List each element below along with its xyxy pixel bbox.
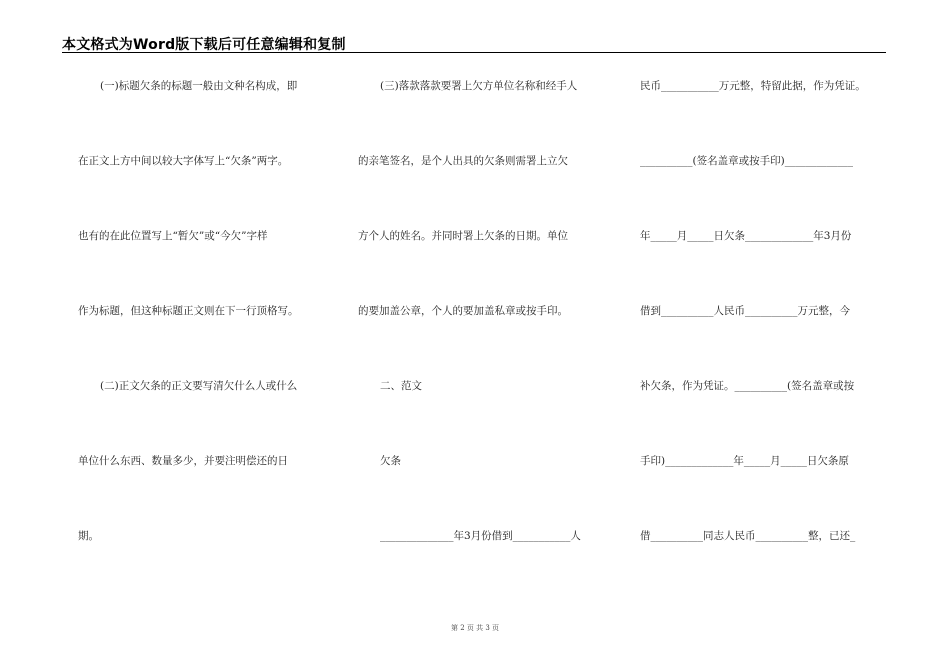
left-line-4: 作为标题，但这种标题正文则在下一行顶格写。 xyxy=(78,305,299,317)
right-line-5: 补欠条，作为凭证。__________(签名盖章或按 xyxy=(640,380,855,392)
right-line-1: 民币___________万元整，特留此据，作为凭证。 xyxy=(640,80,866,92)
right-line-4: 借到__________人民币__________万元整，今 xyxy=(640,305,850,317)
middle-line-2: 的亲笔签名，是个人出具的欠条则需署上立欠 xyxy=(358,155,568,167)
right-line-6: 手印)_____________年_____月_____日欠条原 xyxy=(640,455,849,467)
right-line-7: 借__________同志人民币__________整，已还_ xyxy=(640,530,856,542)
section-heading-example: 二、范文 xyxy=(380,380,422,392)
left-line-6: 单位什么东西、数量多少，并要注明偿还的日 xyxy=(78,455,288,467)
example-title: 欠条 xyxy=(380,455,401,467)
middle-line-1: (三)落款落款要署上欠方单位名称和经手人 xyxy=(380,80,578,92)
left-line-5: (二)正文欠条的正文要写清欠什么人或什么 xyxy=(100,380,298,392)
page-number: 第 2 页 共 3 页 xyxy=(450,624,500,632)
left-line-7: 期。 xyxy=(78,530,99,542)
left-line-1: (一)标题欠条的标题一般由文种名构成，即 xyxy=(100,80,298,92)
middle-line-4: 的要加盖公章，个人的要加盖私章或按手印。 xyxy=(358,305,568,317)
header-divider xyxy=(62,52,886,53)
middle-line-7: ______________年3月份借到___________人 xyxy=(380,530,581,542)
left-line-2: 在正文上方中间以较大字体写上“欠条”两字。 xyxy=(78,155,289,167)
page-header-title: 本文格式为Word版下载后可任意编辑和复制 xyxy=(62,37,346,53)
left-line-3: 也有的在此位置写上“暂欠”或“今欠”字样 xyxy=(78,230,268,242)
right-line-3: 年_____月_____日欠条_____________年3月份 xyxy=(640,230,852,242)
middle-line-3: 方个人的姓名。并同时署上欠条的日期。单位 xyxy=(358,230,568,242)
right-line-2: __________(签名盖章或按手印)_____________ xyxy=(640,155,853,167)
